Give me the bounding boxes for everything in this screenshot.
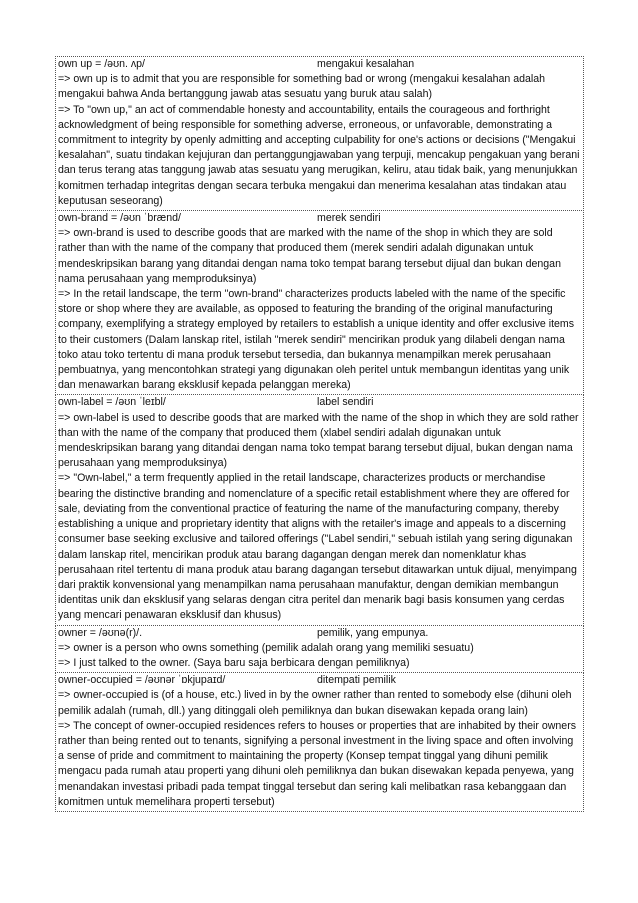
entry-owner-occupied [55, 672, 584, 812]
entry-definition: => own-label is used to describe goods that are marked with the name of the shop in which they are sold rather than with the name of the company that produced them (xlabel sendiri adalah digunakan untuk mendeskripsikan barang yang ditandai dengan nama toko tempat barang tersebut dijual, bukan dengan nama perusahaan yang memproduksinya) [58, 411, 579, 470]
entry-explanation: => "Own-label," a term frequently applied in the retail landscape, characterizes products or merchandise bearing the distinctive branding and nomenclature of a specific retail establishment where they are offered for sale, deviating from the conventional practice of featuring the name of the manufacturing company, thereby establishing a unique and proprietary identity that aligns with the retailer's image and appeals to a discerning consumer base seeking exclusive and tailored offerings ("Label sendiri," sebuah istilah yang sering digunakan dalam lanskap ritel, mencirikan produk atau barang dagangan dengan merek dan nomenklatur khas perusahaan ritel tertentu di mana produk atau barang dagangan tersebut ditawarkan untuk dijual, menyimpang dari praktik konvensional yang menampilkan nama perusahaan manufaktur, dengan demikian membangun identitas unik dan eksklusif yang selaras dengan citra peritel dan menarik bagi basis konsumen yang cerdas yang mencari penawaran eksklusif dan khusus) [58, 472, 577, 622]
entry-definition: => owner is a person who owns something (pemilik adalah orang yang memiliki sesuatu) [58, 641, 474, 654]
entry-meaning: merek sendiri [317, 212, 381, 225]
entry-explanation: => In the retail landscape, the term "own-brand" characterizes products labeled with the name of the specific store or shop where they are available, as opposed to featuring the branding of the original manufacturing company, exemplifying a strategy employed by retailers to establish a unique identity and offer exclusive items to their customers (Dalam lanskap ritel, istilah "merek sendiri" mencirikan produk yang dilabeli dengan nama toko atau toko tertentu di mana produk tersebut tersedia, dan bukannya menampilkan merek perusahaan pembuatnya, yang mencontohkan strategi yang digunakan oleh peritel untuk membangun identitas yang unik dan menawarkan barang eksklusif kepada pelanggan mereka) [58, 288, 575, 392]
entry-term: own-label = /əʊn ˈleɪbl/ [58, 396, 166, 409]
entry-meaning: mengakui kesalahan [317, 58, 415, 70]
entry-definition: => owner-occupied is (of a house, etc.) lived in by the owner rather than rented to somebody else (dihuni oleh pemilik adalah (rumah, dll.) yang ditinggali oleh pemiliknya dan bukan disewakan kepada orang lain) [58, 689, 572, 717]
entry-term: own up = /əʊn. ʌp/ [58, 58, 146, 70]
entry-header [58, 57, 582, 72]
entry-owner [55, 625, 584, 674]
entry-term: owner-occupied = /əʊnər ˈɒkjupaɪd/ [58, 674, 226, 687]
entry-own-brand [55, 210, 584, 395]
entry-term: own-brand = /əʊn ˈbrænd/ [58, 212, 181, 225]
entry-definition: => own-brand is used to describe goods that are marked with the name of the shop in which they are sold rather than with the name of the company that produced them (merek sendiri adalah digunakan untuk mendeskripsikan barang yang ditandai dengan nama toko tempat barang tersebut dijual dan bukan dengan nama perusahaan yang memproduksinya) [58, 227, 561, 285]
entry-header [58, 673, 582, 688]
entry-header [58, 395, 582, 410]
entry-meaning: label sendiri [317, 396, 374, 409]
entry-header [58, 211, 582, 226]
entry-explanation: => The concept of owner-occupied residences refers to houses or properties that are inhabited by their owners rather than being rented out to tenants, signifying a personal investment in the living space and often involving a sense of pride and commitment to maintaining the property (Konsep tempat tinggal yang dihuni pemilik mengacu pada rumah atau properti yang dihuni oleh pemiliknya dan bukan disewakan kepada penyewa, yang menandakan investasi pribadi pada tempat tinggal tersebut dan sering kali melibatkan rasa kebanggaan dan komitmen untuk memelihara properti tersebut) [58, 719, 577, 808]
entry-explanation: => To "own up," an act of commendable honesty and accountability, entails the courageous and forthright acknowledgment of being responsible for something adverse, erroneous, or unfavorable, demonstrating a commitment to integrity by openly admitting and accepting culpability for one's actions or decisions ("Mengakui kesalahan", suatu tindakan kejujuran dan pertanggungjawaban yang terpuji, mencakup pengakuan yang berani dan terus terang atas tanggung jawab atas sesuatu yang merugikan, keliru, atau tidak baik, yang menunjukkan komitmen terhadap integritas dengan secara terbuka mengakui dan menerima kesalahan atas tindakan atau keputusan seseorang) [58, 103, 580, 207]
vocabulary-document [55, 57, 584, 812]
entry-definition: => own up is to admit that you are responsible for something bad or wrong (mengakui kesalahan adalah mengakui bahwa Anda bertanggung jawab atas sesuatu yang buruk atau salah) [58, 73, 546, 101]
entry-example: => I just talked to the owner. (Saya baru saja berbicara dengan pemiliknya) [58, 656, 410, 669]
entry-meaning: pemilik, yang empunya. [317, 626, 429, 639]
entry-meaning: ditempati pemilik [317, 674, 396, 687]
entry-own-up [55, 56, 584, 211]
entry-own-label [55, 394, 584, 625]
entry-term: owner = /əʊnə(r)/. [58, 626, 143, 639]
entry-header [58, 626, 582, 641]
